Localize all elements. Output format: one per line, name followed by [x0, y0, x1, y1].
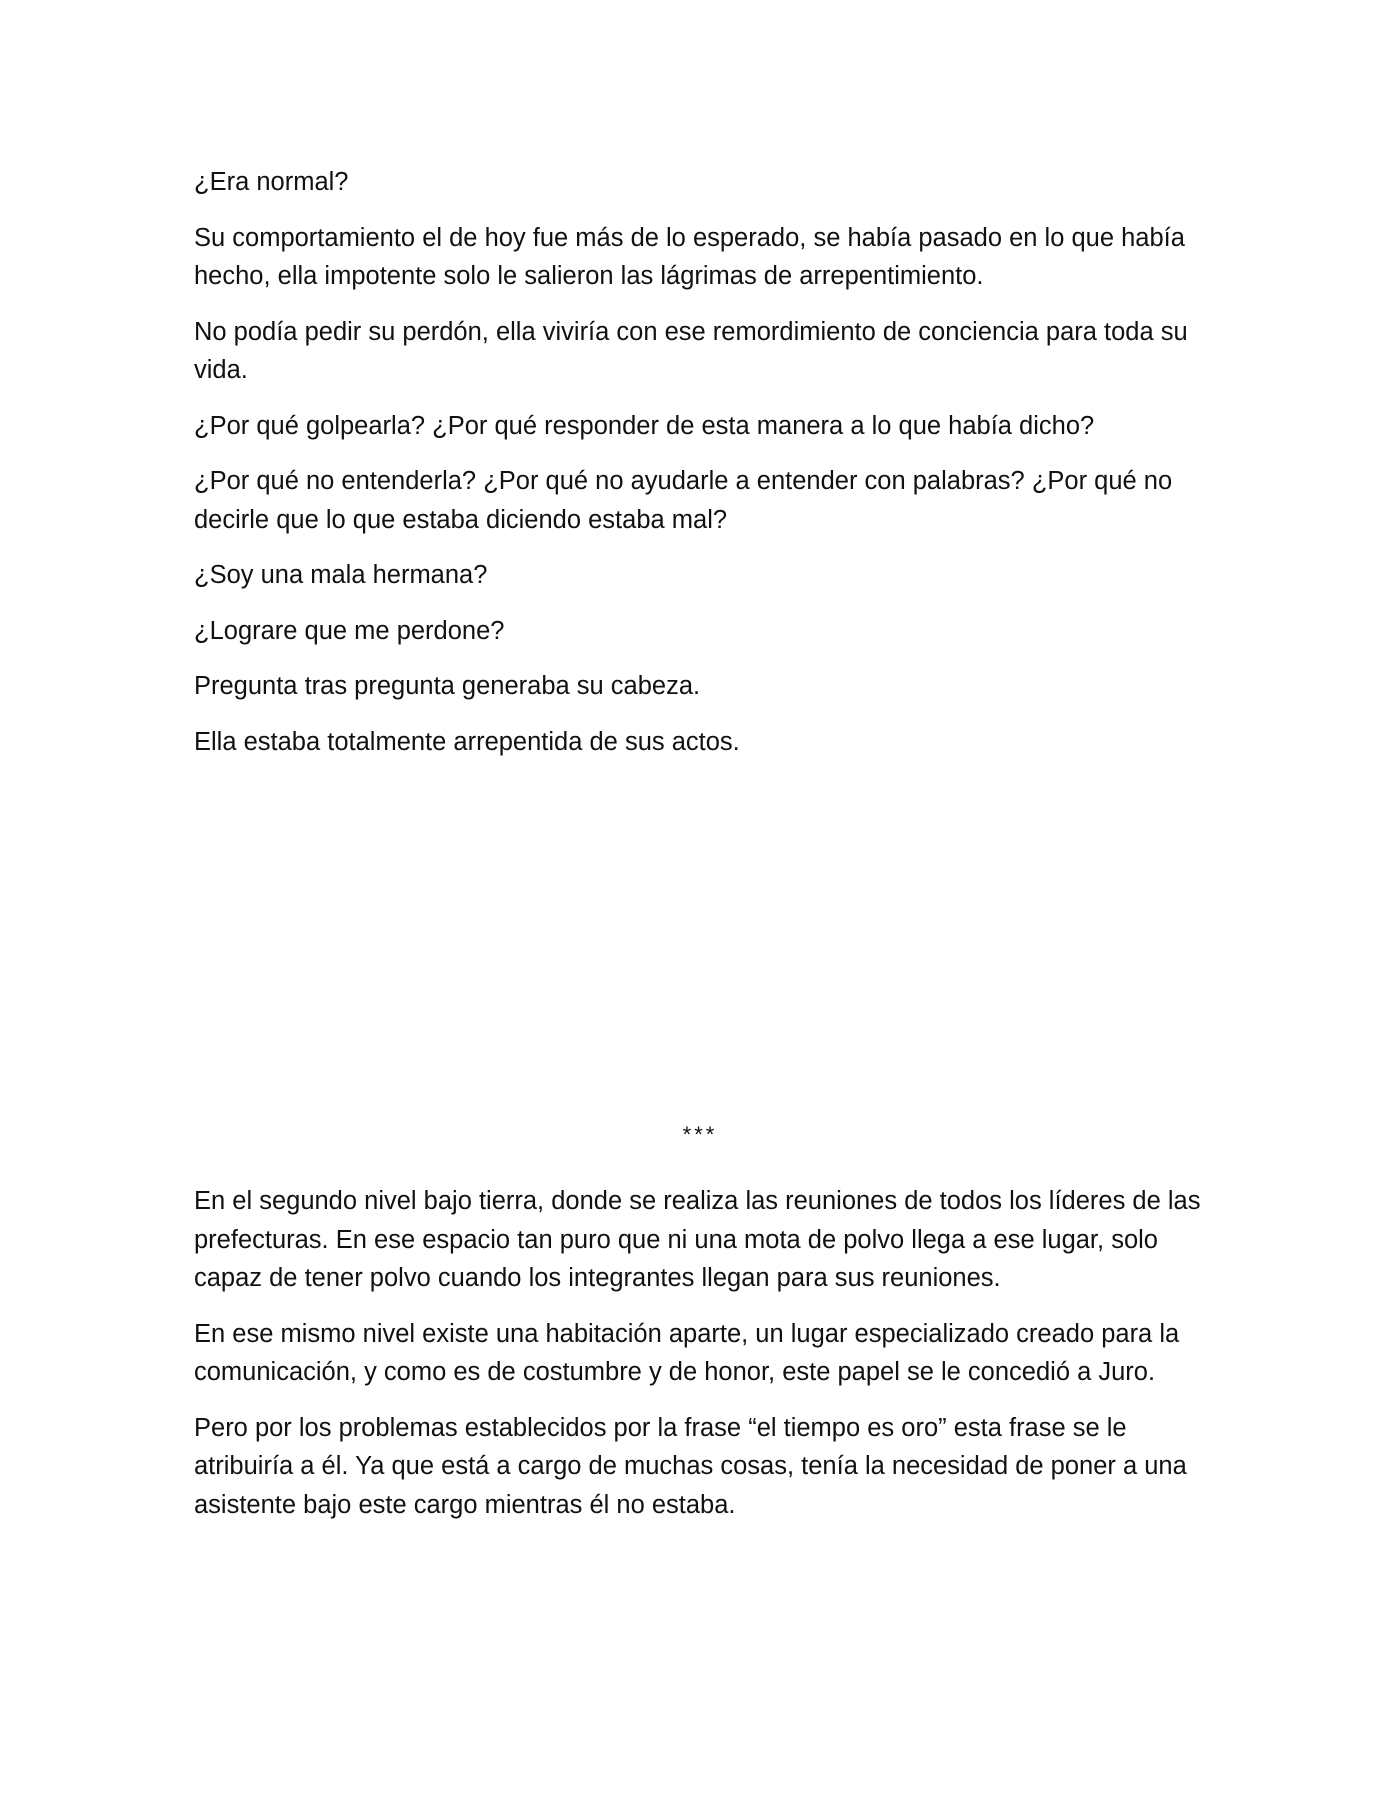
- paragraph: Pregunta tras pregunta generaba su cabeza.: [194, 672, 701, 700]
- paragraph: ¿Soy una mala hermana?: [194, 561, 488, 589]
- paragraph: No podía pedir su perdón, ella viviría con ese remordimiento de conciencia para toda su vida.: [194, 317, 1188, 384]
- paragraph: ¿Era normal?: [194, 168, 349, 196]
- scene-separator: ***: [682, 1122, 718, 1147]
- section-two: [194, 1182, 1224, 1541]
- paragraph: Ella estaba totalmente arrepentida de sus actos.: [194, 727, 740, 756]
- paragraph: ¿Por qué no entenderla? ¿Por qué no ayudarle a entender con palabras? ¿Por qué no decirle que lo que estaba diciendo estaba mal?: [194, 467, 1173, 534]
- paragraph: ¿Lograre que me perdone?: [194, 616, 505, 645]
- section-one: [194, 163, 1224, 778]
- paragraph: Su comportamiento el de hoy fue más de lo esperado, se había pasado en lo que había hecho, ella impotente solo le salieron las lágrimas de arrepentimiento.: [194, 223, 1185, 290]
- paragraph: En ese mismo nivel existe una habitación aparte, un lugar especializado creado para la comunicación, y como es de costumbre y de honor, este papel se le concedió a Juro.: [194, 1319, 1180, 1386]
- paragraph: Pero por los problemas establecidos por la frase “el tiempo es oro” esta frase se le atribuiría a él. Ya que está a cargo de muchas cosas, tenía la necesidad de poner a una asistente bajo este cargo mientras él no estaba.: [194, 1413, 1187, 1519]
- paragraph: ¿Por qué golpearla? ¿Por qué responder de esta manera a lo que había dicho?: [194, 411, 1095, 440]
- paragraph: En el segundo nivel bajo tierra, donde se realiza las reuniones de todos los líderes de las prefecturas. En ese espacio tan puro que ni una mota de polvo llega a ese lugar, solo capaz de tener polvo cuando los integrantes llegan para sus reuniones.: [194, 1187, 1201, 1292]
